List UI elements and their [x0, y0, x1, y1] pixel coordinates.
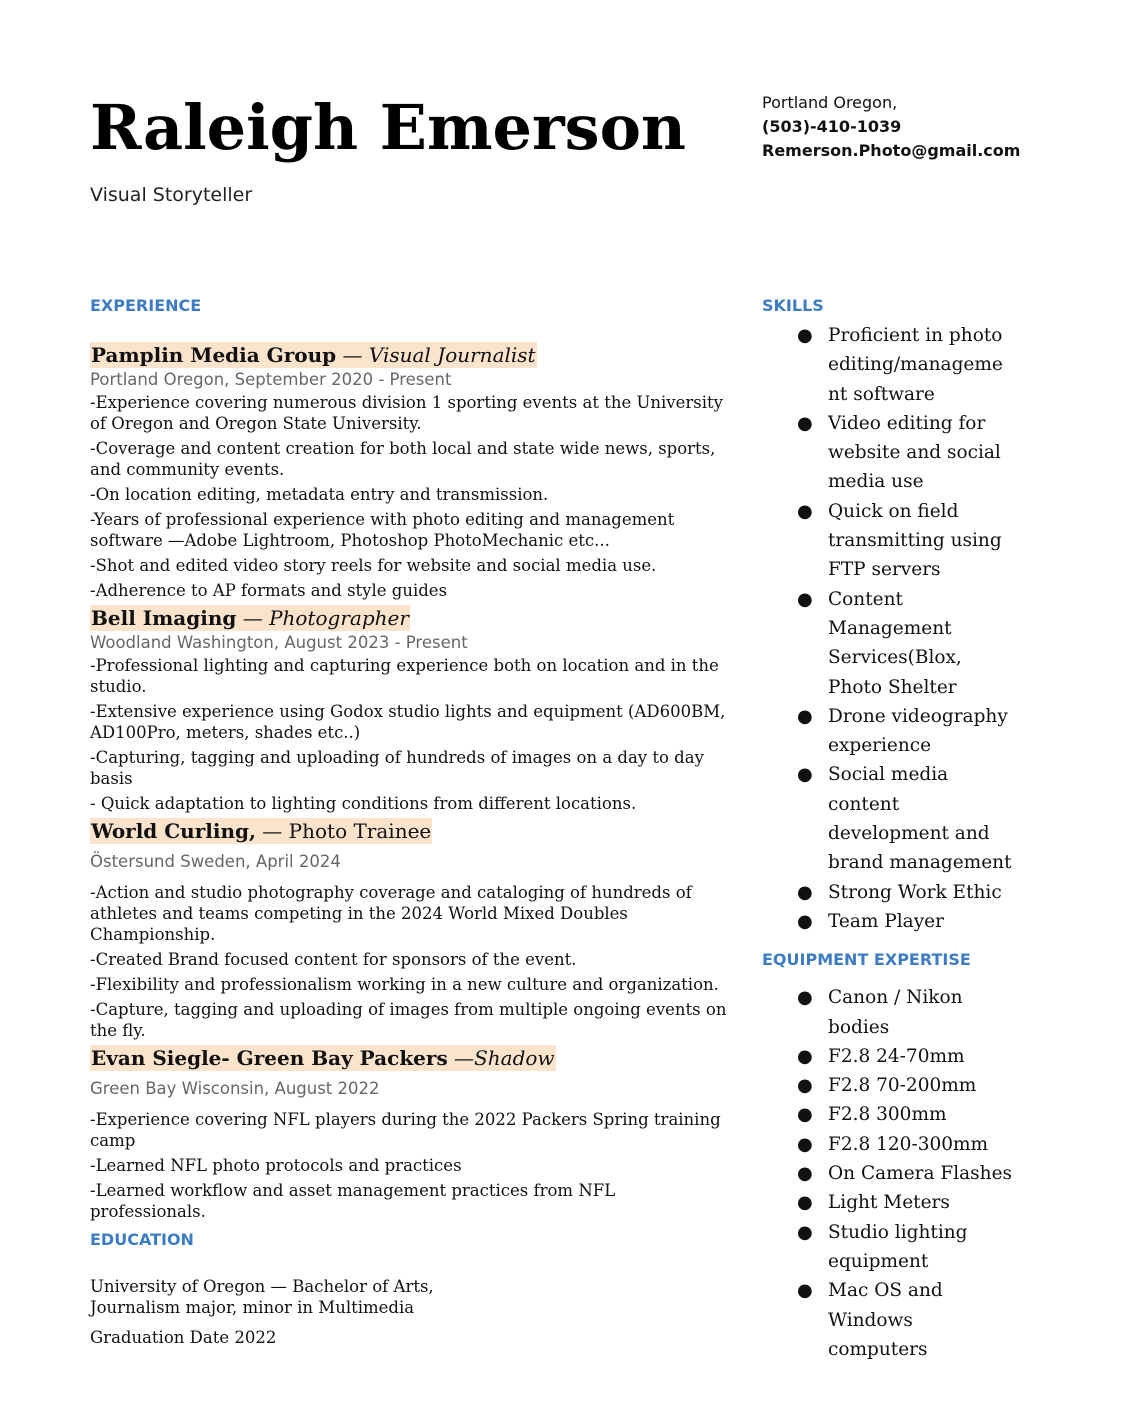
skill-item-line: media use	[828, 471, 924, 493]
bullet-icon: ●	[797, 764, 813, 786]
equipment-item	[762, 1042, 1022, 1071]
equipment-item	[762, 1159, 1022, 1188]
equipment-item-line: On Camera Flashes	[828, 1163, 1013, 1185]
bullet-icon: ●	[797, 325, 813, 346]
skill-item-line: brand management	[828, 852, 1012, 874]
job-role: Photographer	[269, 606, 409, 630]
equipment-item-line: Mac OS and	[828, 1280, 943, 1302]
equipment-item-line: bodies	[828, 1016, 890, 1038]
skill-item-line: transmitting using	[828, 530, 1002, 552]
skill-item	[762, 878, 1022, 907]
right-column	[762, 296, 1022, 1364]
education-graduation: Graduation Date 2022	[90, 1328, 277, 1347]
job-meta: Östersund Sweden, April 2024	[90, 852, 341, 871]
bullet-icon: ●	[797, 1133, 813, 1155]
bullet-icon: ●	[797, 705, 813, 727]
job-title	[90, 605, 410, 631]
left-column	[90, 296, 730, 1348]
job-separator: —	[447, 1046, 475, 1070]
job-bullet: -Professional lighting and capturing experience both on location and in the studio.	[90, 656, 719, 696]
job-title	[90, 1045, 556, 1071]
skill-item-line: website and social	[828, 442, 1001, 464]
job-separator: —	[236, 606, 270, 630]
job-bullets	[90, 882, 730, 1041]
resume-name: Raleigh Emerson	[90, 91, 686, 164]
job-company: World Curling,	[91, 819, 256, 843]
job-role: Visual Journalist	[368, 343, 536, 367]
job-bullets	[90, 392, 730, 601]
job-bullet: -Capturing, tagging and uploading of hundreds of images on a day to day basis	[90, 748, 704, 788]
skill-item	[762, 409, 1022, 497]
skill-item-line: nt software	[828, 383, 935, 405]
bullet-icon: ●	[797, 881, 813, 903]
equipment-item-line: Studio lighting	[828, 1221, 968, 1243]
job-entry	[90, 342, 730, 601]
job-bullet: -Experience covering NFL players during the 2022 Packers Spring training camp	[90, 1110, 721, 1150]
skill-item-line: Video editing for	[828, 412, 986, 434]
equipment-item	[762, 1276, 1022, 1364]
equipment-item	[762, 983, 1022, 1042]
job-role: Photo Trainee	[288, 819, 432, 843]
bullet-icon: ●	[797, 588, 813, 610]
job-company: Pamplin Media Group	[91, 343, 337, 367]
skill-item-line: Photo Shelter	[828, 676, 957, 698]
job-bullet: -Learned NFL photo protocols and practices	[90, 1156, 462, 1175]
skill-item-line: Services(Blox,	[828, 647, 962, 669]
job-bullet: -Action and studio photography coverage and cataloging of hundreds of athletes and teams competing in the 2024 World Mixed Doubles Championship.	[90, 883, 692, 944]
job-separator: —	[336, 343, 369, 367]
education-degree: University of Oregon — Bachelor of Arts,	[90, 1277, 434, 1296]
tagline: Visual Storyteller	[90, 184, 253, 206]
equipment-item-line: equipment	[828, 1250, 929, 1272]
job-bullet: - Quick adaptation to lighting conditions from different locations.	[90, 794, 637, 813]
job-meta: Portland Oregon, September 2020 - Present	[90, 370, 452, 389]
equipment-item	[762, 1100, 1022, 1129]
job-bullets	[90, 1109, 730, 1222]
equipment-item-line: F2.8 70-200mm	[828, 1075, 977, 1097]
contact-phone[interactable]: (503)-410-1039	[762, 117, 902, 136]
skill-item-line: development and	[828, 823, 990, 845]
bullet-icon: ●	[797, 1075, 813, 1097]
bullet-icon: ●	[797, 1163, 813, 1185]
skills-list	[762, 321, 1022, 936]
education-heading: EDUCATION	[90, 1230, 194, 1249]
bullet-icon: ●	[797, 1280, 813, 1302]
bullet-icon: ●	[797, 910, 813, 932]
job-bullet: -Capture, tagging and uploading of images from multiple ongoing events on the fly.	[90, 1000, 727, 1040]
skill-item-line: editing/manageme	[828, 354, 1003, 376]
equipment-item-line: computers	[828, 1338, 928, 1360]
bullet-icon: ●	[797, 1192, 813, 1214]
skill-item-line: Drone videography	[828, 705, 1008, 727]
equipment-item	[762, 1188, 1022, 1217]
job-entry	[90, 818, 730, 1041]
bullet-icon: ●	[797, 1104, 813, 1126]
job-bullet: -Flexibility and professionalism working in a new culture and organization.	[90, 975, 719, 994]
skill-item-line: Social media	[828, 764, 949, 786]
contact-location: Portland Oregon,	[762, 93, 898, 112]
skill-item	[762, 585, 1022, 702]
job-bullet: -On location editing, metadata entry and transmission.	[90, 485, 549, 504]
equipment-item-line: F2.8 300mm	[828, 1104, 947, 1126]
job-meta: Green Bay Wisconsin, August 2022	[90, 1079, 380, 1098]
equipment-heading: EQUIPMENT EXPERTISE	[762, 950, 971, 970]
job-meta: Woodland Washington, August 2023 - Present	[90, 633, 468, 652]
equipment-item	[762, 1071, 1022, 1100]
contact-email[interactable]: Remerson.Photo@gmail.com	[762, 141, 1021, 160]
job-bullet: -Adherence to AP formats and style guides	[90, 581, 448, 600]
skill-item-line: Proficient in photo	[828, 325, 1003, 346]
job-company: Bell Imaging	[91, 606, 237, 630]
skill-item-line: Strong Work Ethic	[828, 881, 1002, 903]
skill-item-line: content	[828, 793, 900, 815]
job-bullet: -Shot and edited video story reels for website and social media use.	[90, 556, 657, 575]
job-entry	[90, 605, 730, 814]
job-bullets	[90, 655, 730, 814]
contact-block	[762, 91, 1020, 163]
job-bullet: -Created Brand focused content for sponsors of the event.	[90, 950, 577, 969]
skill-item-line: Content	[828, 588, 903, 610]
bullet-icon: ●	[797, 412, 813, 434]
job-role: Shadow	[474, 1046, 555, 1070]
job-title	[90, 818, 432, 844]
bullet-icon: ●	[797, 1045, 813, 1067]
equipment-item	[762, 1130, 1022, 1159]
job-bullet: -Extensive experience using Godox studio lights and equipment (AD600BM, AD100Pro, meters, shades etc..)	[90, 702, 726, 742]
equipment-item	[762, 1218, 1022, 1277]
education-major: Journalism major, minor in Multimedia	[90, 1298, 415, 1317]
bullet-icon: ●	[797, 500, 813, 522]
skill-item	[762, 702, 1022, 761]
skill-item-line: Quick on field	[828, 500, 959, 522]
skill-item	[762, 321, 1022, 409]
job-company: Evan Siegle- Green Bay Packers	[91, 1046, 448, 1070]
skill-item-line: Team Player	[828, 910, 944, 932]
skill-item-line: Management	[828, 617, 952, 639]
skills-heading: SKILLS	[762, 296, 824, 315]
equipment-item-line: Light Meters	[828, 1192, 950, 1214]
skill-item	[762, 760, 1022, 877]
bullet-icon: ●	[797, 1221, 813, 1243]
skill-item	[762, 497, 1022, 585]
experience-heading: EXPERIENCE	[90, 296, 202, 315]
bullet-icon: ●	[797, 987, 813, 1009]
equipment-list	[762, 983, 1022, 1364]
equipment-item-line: F2.8 24-70mm	[828, 1045, 965, 1067]
job-bullet: -Learned workflow and asset management practices from NFL professionals.	[90, 1181, 616, 1221]
job-bullet: -Years of professional experience with photo editing and management software —Adobe Lightroom, Photoshop PhotoMechanic etc...	[90, 510, 675, 550]
equipment-item-line: Windows	[828, 1309, 913, 1331]
job-entry	[90, 1045, 730, 1222]
skill-item-line: FTP servers	[828, 559, 941, 581]
skill-item-line: experience	[828, 735, 932, 757]
job-bullet: -Experience covering numerous division 1 sporting events at the University of Oregon and Oregon State University.	[90, 393, 723, 433]
equipment-item-line: Canon / Nikon	[828, 987, 963, 1009]
job-bullet: -Coverage and content creation for both local and state wide news, sports, and community events.	[90, 439, 716, 479]
job-title	[90, 342, 537, 368]
equipment-item-line: F2.8 120-300mm	[828, 1133, 989, 1155]
skill-item	[762, 907, 1022, 936]
job-separator: —	[255, 819, 289, 843]
